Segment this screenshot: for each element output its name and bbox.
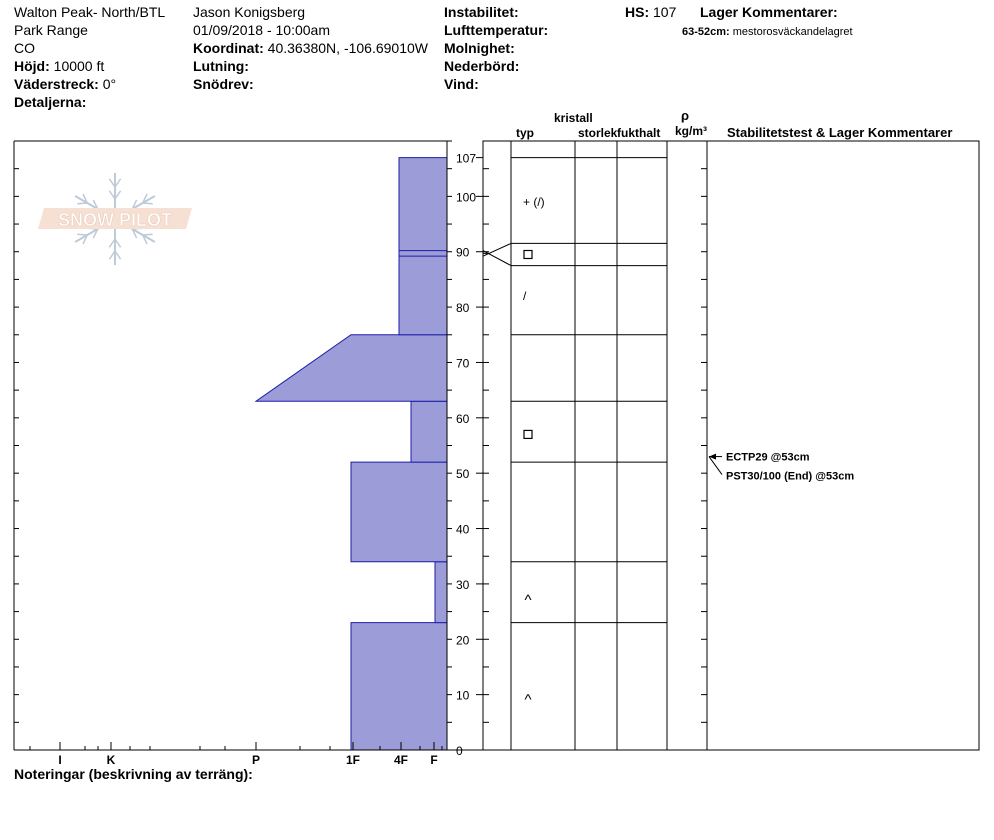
hardness-layer-4 [256,335,447,401]
hardness-label-4F: 4F [393,753,409,767]
hardness-label-K: K [106,753,116,767]
elevation-value: 10000 ft [53,58,105,74]
coordinates-value: 40.36380N, -106.69010W [267,40,428,56]
hardness-layer-1 [435,562,447,623]
range: Park Range [14,22,88,38]
density-unit-header: kg/m³ [675,124,708,138]
y-tick-label-100: 100 [456,190,477,205]
y-tick-label-90: 90 [456,245,470,260]
hs-label: HS: [625,4,650,20]
hardness-layer-2 [351,462,447,562]
location: Walton Peak- North/BTL [14,4,166,20]
y-tick-label-20: 20 [456,633,470,648]
slope-label: Lutning: [193,58,249,74]
grain-symbol-5: + (/) [523,194,545,209]
type-header: typ [516,126,534,140]
hardness-layer-0 [351,623,447,750]
sky-label: Molnighet: [444,40,515,56]
hardness-label-1F: 1F [345,753,361,767]
grain-symbol-2 [524,430,532,438]
crystal-header: kristall [554,111,593,125]
snowpilot-logo [38,173,192,265]
coordinates-label: Koordinat: [193,40,264,56]
air-temp-label: Lufttemperatur: [444,22,549,38]
hardness-label-I: I [58,753,62,767]
stability-test-1: PST30/100 (End) @53cm [726,470,855,483]
notes-label: Noteringar (beskrivning av terräng): [14,766,253,782]
layer-connector-top [483,243,511,256]
layer-connector-bottom [483,251,511,266]
y-tick-label-60: 60 [456,411,470,426]
observer: Jason Konigsberg [193,4,306,20]
y-tick-label-30: 30 [456,577,470,592]
size-header: storlek [578,126,618,140]
layer-comment-range: 63-52cm: [682,26,730,38]
grain-symbol-1: ^ [524,591,532,609]
stability-test-0: ECTP29 @53cm [726,451,810,464]
hs-value: 107 [653,4,677,20]
hardness-label-P: P [251,753,261,767]
layer-comments-label: Lager Kommentarer: [700,4,838,20]
wind-loading-label: Snödrev: [193,76,254,92]
elevation-label: Höjd: [14,58,50,74]
hardness-layer-3 [411,401,447,462]
datetime: 01/09/2018 - 10:00am [193,22,330,38]
grain-symbol-3: / [523,289,527,304]
instability-label: Instabilitet: [444,4,519,20]
aspect-label: Väderstreck: [14,76,99,92]
rho-header: ρ [681,108,690,123]
layer-comment-text: mestorosväckandelagret [732,26,853,38]
precip-label: Nederbörd: [444,58,520,74]
hardness-layer-5 [399,158,447,335]
hardness-label-F: F [430,753,438,767]
y-tick-label-70: 70 [456,356,470,371]
state: CO [14,40,35,56]
y-tick-label-10: 10 [456,688,470,703]
y-tick-label-50: 50 [456,467,470,482]
stability-header: Stabilitetstest & Lager Kommentarer [727,125,953,140]
y-tick-label-40: 40 [456,522,470,537]
grain-symbol-4 [524,250,532,258]
y-tick-label-top: 107 [456,151,477,166]
layer-table-frame [483,141,979,750]
wind-label: Vind: [444,76,479,92]
moisture-header: fukthalt [617,126,661,140]
details-label: Detaljerna: [14,94,87,110]
snowpilot-logo-text: SNOW PILOT [58,210,172,230]
y-tick-label-80: 80 [456,301,470,316]
grain-symbol-0: ^ [524,691,532,709]
aspect-value: 0° [102,76,117,92]
y-tick-label-0: 0 [456,744,463,758]
